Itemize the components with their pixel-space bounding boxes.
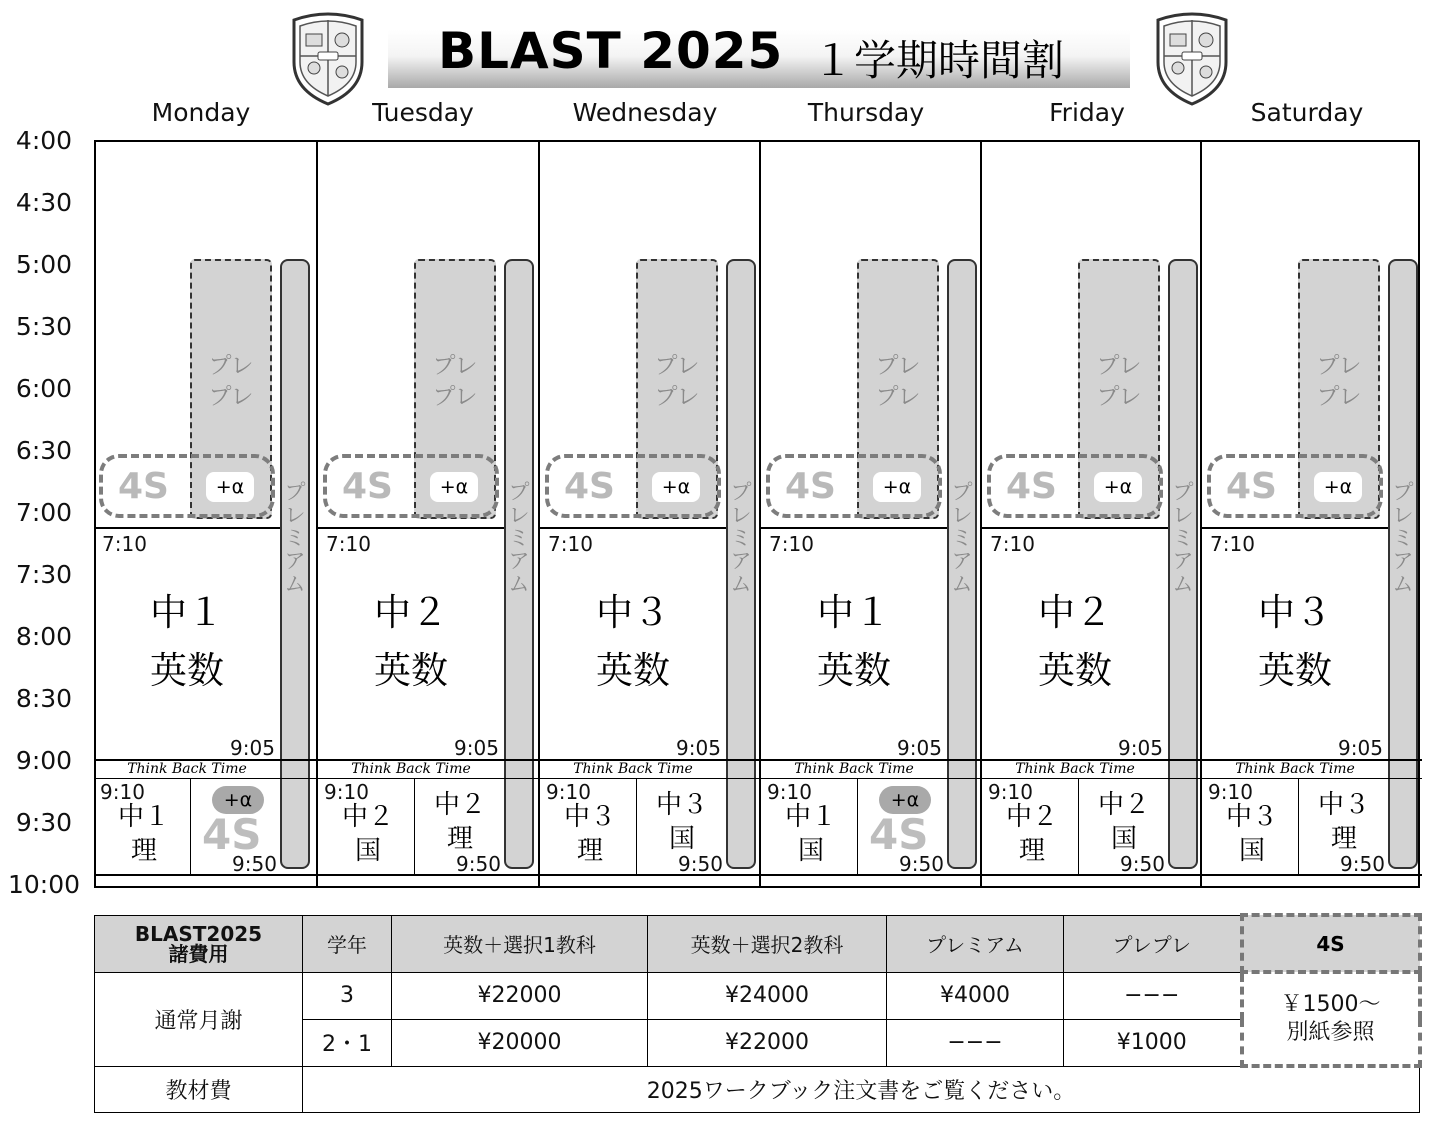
plus-alpha-badge: +α	[873, 472, 921, 502]
page-title: BLAST 2025	[438, 22, 784, 80]
class-subjects: 英数	[1258, 649, 1332, 692]
prepre-label	[192, 351, 270, 413]
divider-710	[318, 527, 504, 529]
late-end-label: 9:50	[232, 852, 277, 876]
premium-label-char: ア	[951, 549, 973, 573]
day-column-saturday	[1200, 140, 1420, 888]
late-right-subject: 国	[668, 824, 695, 854]
divider-710	[982, 527, 1168, 529]
late-left-grade: 中２	[1005, 802, 1058, 832]
divider-950	[94, 874, 316, 876]
day-label-friday: Friday	[1049, 98, 1125, 127]
premium-label-char: ア	[1172, 549, 1194, 573]
prepre-label-line2: プレ	[875, 384, 921, 410]
late-class-left	[982, 800, 1082, 868]
prepre-label-line1: プレ	[875, 353, 921, 379]
think-back-time-label: Think Back Time	[351, 761, 471, 777]
fee-header-row	[95, 915, 1420, 972]
end-time-label: 9:05	[454, 736, 499, 760]
premium-label-char: ム	[730, 572, 752, 596]
time-label: 8:30	[15, 684, 73, 713]
day-label-thursday: Thursday	[807, 98, 925, 127]
fee-header-prepre: プレプレ	[1064, 915, 1242, 972]
premium-label-char: プ	[508, 480, 530, 504]
four-s-late-label: 4S	[202, 810, 262, 859]
class-grade: 中１	[817, 591, 891, 634]
prepre-label-line1: プレ	[1316, 353, 1362, 379]
class-subjects: 英数	[596, 649, 670, 692]
time-label: 9:30	[15, 808, 73, 837]
end-time-label: 9:05	[897, 736, 942, 760]
premium-label-char: ア	[284, 549, 306, 573]
late-left-grade: 中３	[563, 802, 616, 832]
divider-tbt	[94, 778, 316, 779]
premium-label-char: ア	[508, 549, 530, 573]
divider-tbt	[761, 778, 982, 779]
day-column-wednesday	[538, 140, 759, 888]
class-grade: 中２	[1038, 591, 1112, 634]
late-class-left	[540, 800, 640, 868]
prepre-label	[1300, 351, 1378, 413]
time-label: 7:30	[15, 560, 73, 589]
late-right-grade: 中３	[655, 790, 708, 820]
premium-label-char: レ	[1172, 503, 1194, 527]
fee-cell: 3	[303, 972, 392, 1019]
premium-label-char: ム	[284, 572, 306, 596]
fee-cell: ¥20000	[392, 1019, 648, 1066]
premium-label-char: プ	[730, 480, 752, 504]
time-label: 8:00	[15, 622, 73, 651]
prepre-label-line1: プレ	[654, 353, 700, 379]
late-end-label: 9:50	[1340, 852, 1385, 876]
fee-cell: 2・1	[303, 1019, 392, 1066]
late-class-right	[1298, 788, 1390, 856]
divider-tbt	[982, 778, 1202, 779]
premium-label	[282, 481, 308, 596]
premium-label-char: ミ	[730, 526, 752, 550]
prepre-label-line1: プレ	[1096, 353, 1142, 379]
late-start-label: 9:10	[324, 780, 369, 804]
plus-alpha-badge: +α	[206, 472, 254, 502]
late-left-subject: 国	[797, 836, 824, 866]
fee-4s-price-line2: 別紙参照	[1286, 1020, 1375, 1045]
end-time-label: 9:05	[1338, 736, 1383, 760]
crest-left-icon	[288, 10, 368, 106]
fee-table	[94, 913, 1422, 1113]
time-label: 10:00	[7, 870, 81, 899]
class-subjects: 英数	[817, 649, 891, 692]
premium-label	[728, 481, 754, 596]
late-left-grade: 中１	[784, 802, 837, 832]
prepre-label-line2: プレ	[208, 384, 254, 410]
prepre-label	[1080, 351, 1158, 413]
fee-4s-price-line1: ￥1500〜	[1280, 992, 1381, 1017]
premium-label-char: ミ	[284, 526, 306, 550]
late-class-right	[1078, 788, 1170, 856]
divider-710	[540, 527, 726, 529]
fee-4s-price	[1242, 972, 1420, 1066]
class-block	[761, 584, 947, 700]
class-block	[318, 584, 504, 700]
prepre-label-line1: プレ	[208, 353, 254, 379]
fee-monthly-label: 通常月謝	[95, 972, 303, 1066]
class-block	[982, 584, 1168, 700]
divider-950	[1202, 874, 1422, 876]
fee-cell: ¥24000	[648, 972, 887, 1019]
time-label: 5:00	[15, 250, 73, 279]
fee-materials-label: 教材費	[95, 1066, 303, 1112]
day-column-thursday	[759, 140, 980, 888]
premium-label-char: ム	[951, 572, 973, 596]
divider-710	[761, 527, 947, 529]
fee-header-4s: 4S	[1242, 915, 1420, 972]
fee-header-grade: 学年	[303, 915, 392, 972]
time-label: 6:30	[15, 436, 73, 465]
plus-alpha-badge: +α	[1314, 472, 1362, 502]
prepre-label	[638, 351, 716, 413]
prepre-label-line2: プレ	[432, 384, 478, 410]
late-left-subject: 国	[1238, 836, 1265, 866]
think-back-time-label: Think Back Time	[127, 761, 247, 777]
fee-cell: −−−	[1064, 972, 1242, 1019]
divider-710	[94, 527, 280, 529]
four-s-label: 4S	[118, 466, 169, 507]
prepre-label-line1: プレ	[432, 353, 478, 379]
late-left-subject: 理	[130, 836, 157, 866]
think-back-time-label: Think Back Time	[794, 761, 914, 777]
late-class-right	[414, 788, 506, 856]
end-time-label: 9:05	[676, 736, 721, 760]
fee-row-grade3	[95, 972, 1420, 1019]
fee-corner-line1: BLAST2025	[134, 921, 263, 946]
think-back-time-label: Think Back Time	[1235, 761, 1355, 777]
divider-950	[318, 874, 540, 876]
fee-cell: ¥22000	[648, 1019, 887, 1066]
late-end-label: 9:50	[899, 852, 944, 876]
late-end-label: 9:50	[678, 852, 723, 876]
day-column-friday	[980, 140, 1200, 888]
premium-label-char: ミ	[1392, 526, 1414, 550]
late-right-grade: 中２	[1097, 790, 1150, 820]
fee-cell: ¥1000	[1064, 1019, 1242, 1066]
late-right-subject: 国	[1110, 824, 1137, 854]
late-left-grade: 中３	[1225, 802, 1278, 832]
premium-label	[949, 481, 975, 596]
divider-710	[1202, 527, 1388, 529]
premium-label	[1390, 481, 1416, 596]
premium-label-char: ア	[730, 549, 752, 573]
plus-alpha-badge: +α	[430, 472, 478, 502]
time-label: 4:00	[15, 126, 73, 155]
page-subtitle: １学期時間割	[812, 36, 1065, 85]
fee-cell: ¥22000	[392, 972, 648, 1019]
four-s-late-label: 4S	[869, 810, 929, 859]
time-label: 9:00	[15, 746, 73, 775]
class-subjects: 英数	[374, 649, 448, 692]
day-label-tuesday: Tuesday	[372, 98, 474, 127]
day-label-monday: Monday	[151, 98, 251, 127]
late-class-right	[636, 788, 728, 856]
end-time-label: 9:05	[230, 736, 275, 760]
day-label-saturday: Saturday	[1250, 98, 1364, 127]
late-split-line	[190, 779, 191, 875]
late-class-left	[1202, 800, 1302, 868]
prepre-label-line2: プレ	[1096, 384, 1142, 410]
premium-label-char: ミ	[951, 526, 973, 550]
prepre-label	[859, 351, 937, 413]
late-class-left	[761, 800, 861, 868]
class-grade: 中１	[150, 591, 224, 634]
late-right-subject: 理	[446, 824, 473, 854]
plus-alpha-badge-late: +α	[879, 786, 931, 814]
premium-label-char: レ	[284, 503, 306, 527]
prepre-label	[416, 351, 494, 413]
plus-alpha-badge-late: +α	[212, 786, 264, 814]
start-time-label: 7:10	[548, 532, 593, 556]
premium-label	[506, 481, 532, 596]
plus-alpha-badge: +α	[1094, 472, 1142, 502]
premium-label-char: レ	[1392, 503, 1414, 527]
divider-950	[982, 874, 1202, 876]
premium-label-char: ミ	[1172, 526, 1194, 550]
divider-950	[761, 874, 982, 876]
day-label-wednesday: Wednesday	[572, 98, 718, 127]
fee-cell: −−−	[887, 1019, 1064, 1066]
premium-label-char: ミ	[508, 526, 530, 550]
late-end-label: 9:50	[456, 852, 501, 876]
start-time-label: 7:10	[102, 532, 147, 556]
premium-label-char: プ	[284, 480, 306, 504]
think-back-time-label: Think Back Time	[1015, 761, 1135, 777]
divider-950	[540, 874, 761, 876]
divider-tbt	[1202, 778, 1422, 779]
late-start-label: 9:10	[1208, 780, 1253, 804]
late-split-line	[857, 779, 858, 875]
day-column-tuesday	[316, 140, 538, 888]
four-s-label: 4S	[1006, 466, 1057, 507]
late-left-grade: 中１	[117, 802, 170, 832]
late-start-label: 9:10	[100, 780, 145, 804]
premium-label-char: ム	[508, 572, 530, 596]
start-time-label: 7:10	[326, 532, 371, 556]
premium-label-char: ム	[1172, 572, 1194, 596]
class-grade: 中３	[1258, 591, 1332, 634]
premium-label-char: ム	[1392, 572, 1414, 596]
premium-label-char: レ	[951, 503, 973, 527]
late-right-grade: 中２	[433, 790, 486, 820]
late-left-subject: 理	[1018, 836, 1045, 866]
late-left-subject: 国	[354, 836, 381, 866]
fee-materials-note: 2025ワークブック注文書をご覧ください。	[303, 1066, 1420, 1112]
late-left-grade: 中２	[341, 802, 394, 832]
late-right-grade: 中３	[1317, 790, 1370, 820]
time-label: 7:00	[15, 498, 73, 527]
divider-tbt	[318, 778, 540, 779]
start-time-label: 7:10	[1210, 532, 1255, 556]
class-block	[540, 584, 726, 700]
fee-header-premium: プレミアム	[887, 915, 1064, 972]
late-end-label: 9:50	[1120, 852, 1165, 876]
day-column-monday	[94, 140, 316, 888]
premium-label-char: ア	[1392, 549, 1414, 573]
fee-cell: ¥4000	[887, 972, 1064, 1019]
class-subjects: 英数	[150, 649, 224, 692]
class-grade: 中２	[374, 591, 448, 634]
four-s-label: 4S	[785, 466, 836, 507]
class-grade: 中３	[596, 591, 670, 634]
think-back-time-label: Think Back Time	[573, 761, 693, 777]
late-right-subject: 理	[1330, 824, 1357, 854]
fee-header-two-subjects: 英数＋選択2教科	[648, 915, 887, 972]
class-subjects: 英数	[1038, 649, 1112, 692]
premium-label-char: レ	[508, 503, 530, 527]
late-left-subject: 理	[576, 836, 603, 866]
end-time-label: 9:05	[1118, 736, 1163, 760]
four-s-label: 4S	[1226, 466, 1277, 507]
late-start-label: 9:10	[988, 780, 1033, 804]
time-label: 6:00	[15, 374, 73, 403]
class-block	[94, 584, 280, 700]
premium-label-char: レ	[730, 503, 752, 527]
time-label: 5:30	[15, 312, 73, 341]
premium-label-char: プ	[951, 480, 973, 504]
prepre-label-line2: プレ	[1316, 384, 1362, 410]
start-time-label: 7:10	[990, 532, 1035, 556]
late-class-left	[318, 800, 418, 868]
fee-header-one-subject: 英数＋選択1教科	[392, 915, 648, 972]
plus-alpha-badge: +α	[652, 472, 700, 502]
fee-row-materials	[95, 1066, 1420, 1112]
crest-right-icon	[1152, 10, 1232, 106]
premium-label-char: プ	[1172, 480, 1194, 504]
time-label: 4:30	[15, 188, 73, 217]
late-start-label: 9:10	[767, 780, 812, 804]
class-block	[1202, 584, 1388, 700]
divider-tbt	[540, 778, 761, 779]
late-start-label: 9:10	[546, 780, 591, 804]
fee-corner-line2: 諸費用	[168, 941, 229, 966]
late-class-left	[94, 800, 194, 868]
prepre-label-line2: プレ	[654, 384, 700, 410]
four-s-label: 4S	[342, 466, 393, 507]
fee-corner-cell	[95, 915, 303, 972]
premium-label-char: プ	[1392, 480, 1414, 504]
start-time-label: 7:10	[769, 532, 814, 556]
four-s-label: 4S	[564, 466, 615, 507]
premium-label	[1170, 481, 1196, 596]
